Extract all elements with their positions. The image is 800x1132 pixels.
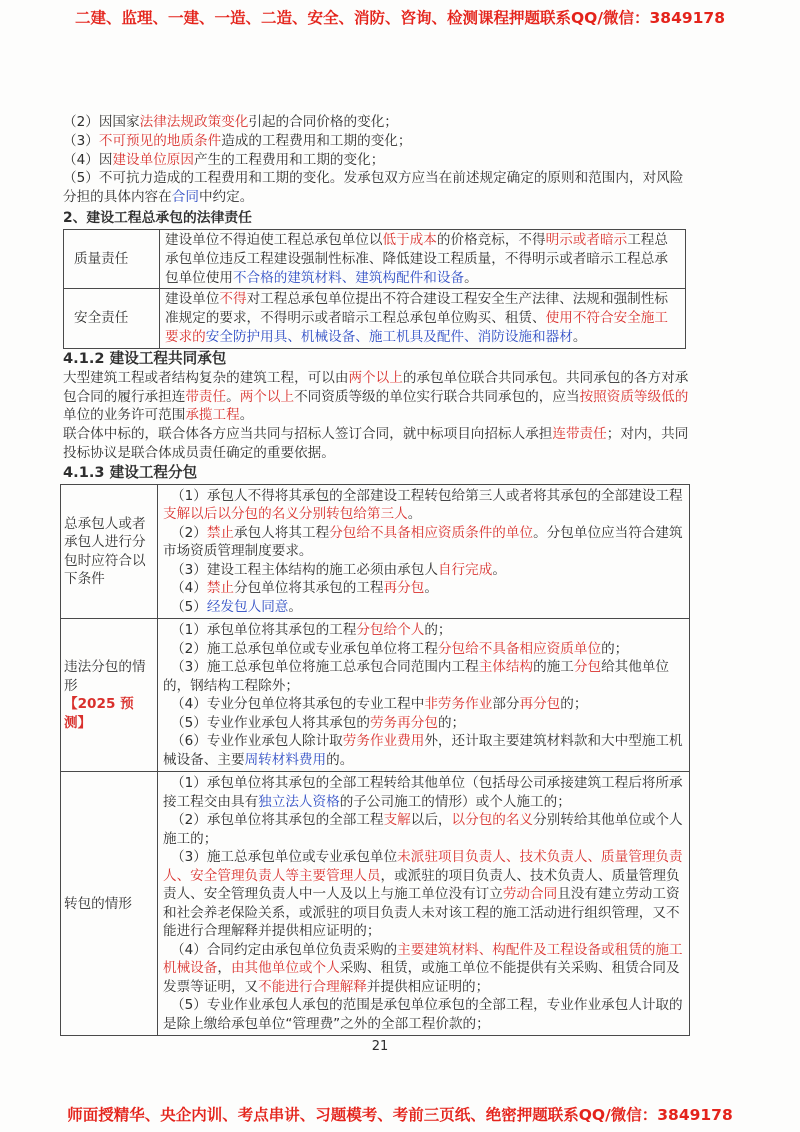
row-content bbox=[158, 772, 690, 1036]
intro-item bbox=[63, 132, 689, 151]
header-banner: 二建、监理、一建、一造、二造、安全、消防、咨询、检测课程押题联系QQ/微信：3849178 bbox=[74, 9, 725, 27]
list-item bbox=[163, 996, 685, 1033]
text-segment: 。 bbox=[226, 388, 240, 405]
text-segment: 的子公司施工的情形）或个人施工的； bbox=[339, 793, 571, 810]
list-item bbox=[163, 598, 685, 617]
row-content bbox=[158, 619, 690, 772]
text-segment: 分别转给其他单位或个人施工的； bbox=[163, 812, 683, 847]
list-item bbox=[163, 561, 685, 580]
text-segment: （5）专业作业承包人将其承包的 bbox=[171, 714, 370, 731]
text-segment: 对工程总承包单位提出不符合建设工程安全生产法律、法规和强制性标准规定的要求，不得明示或者暗示工程总承包单位购买、租赁、 bbox=[165, 291, 668, 327]
text-segment: 且没有建立劳动工资和社会养老保险关系，或派驻的项目负责人未对该工程的施工活动进行组织管理，又不能进行合理解释并提供相应证明的； bbox=[163, 886, 680, 940]
section-heading-joint-contracting: 4.1.2 建设工程共同承包 bbox=[63, 349, 227, 367]
highlight-red-text: 承揽工程 bbox=[185, 407, 240, 424]
text-segment: （3）施工总承包单位或专业承包单位 bbox=[171, 849, 398, 866]
text-segment: 工程总承包单位违反工程建设强制性标准、降低建设工程质量，不得明示或者暗示工程总承包单位使用 bbox=[165, 231, 668, 286]
highlight-red-text: 劳务再分包 bbox=[369, 714, 438, 731]
text-segment: 的价格竞标，不得 bbox=[436, 231, 546, 248]
highlight-blue-text: 合同 bbox=[171, 189, 199, 206]
highlight-red-text: 以分包的名义 bbox=[451, 812, 534, 829]
row-label bbox=[61, 772, 158, 1036]
footer-banner: 师面授精华、央企内训、考点串讲、习题模考、考前三页纸、绝密押题联系QQ/微信：3849178 bbox=[67, 1106, 733, 1124]
text-segment: 的； bbox=[560, 696, 588, 713]
text-segment: 中约定。 bbox=[198, 189, 254, 206]
highlight-blue-text: 不合格的建筑材料、建筑构配件和设备 bbox=[232, 269, 465, 286]
text-segment: 。 bbox=[464, 269, 478, 286]
list-item bbox=[163, 579, 685, 598]
page-content bbox=[63, 113, 689, 1036]
list-item bbox=[163, 695, 685, 714]
highlight-red-text: 分包 bbox=[573, 659, 602, 676]
section-title-liability: 2、建设工程总承包的法律责任 bbox=[63, 209, 252, 226]
highlight-red-text: 分包给个人 bbox=[356, 622, 425, 639]
highlight-red-text: 再分包 bbox=[519, 696, 561, 713]
highlight-red-text: 两个以上 bbox=[348, 369, 403, 386]
text-segment: （4）因 bbox=[63, 151, 113, 168]
highlight-red-text: 禁止 bbox=[206, 524, 235, 541]
text-segment: 造成的工程费用和工期的变化； bbox=[221, 132, 412, 149]
text-segment: 并提供相应证明的； bbox=[366, 978, 490, 995]
text-segment: 不同资质等级的单位实行联合共同承包的，应当 bbox=[294, 388, 580, 405]
table-row bbox=[61, 484, 690, 619]
text-segment: （4） bbox=[171, 580, 207, 597]
list-item bbox=[163, 621, 685, 640]
text-segment: （2） bbox=[171, 524, 207, 541]
highlight-red-text: 分包给不具备相应资质单位 bbox=[437, 640, 602, 657]
highlight-red-text: 由其他单位或个人 bbox=[230, 960, 340, 977]
list-item bbox=[163, 941, 685, 997]
highlight-red-text: 低于成本 bbox=[382, 231, 437, 248]
text-segment: （3）建设工程主体结构的施工必须由承包人 bbox=[171, 561, 438, 578]
table-row bbox=[64, 229, 686, 288]
text-segment: （2）因国家 bbox=[63, 114, 140, 130]
text-segment: 建设单位不得迫使工程总承包单位以 bbox=[165, 231, 383, 248]
highlight-red-text: 支解 bbox=[383, 812, 411, 829]
highlight-red-text: 使用不符合安全施工要求的 bbox=[165, 310, 668, 345]
row-label: 质量责任 bbox=[64, 229, 160, 288]
text-segment: 采购、租赁，或施工单位不能提供有关采购、租赁合同及发票等证明，又 bbox=[163, 960, 680, 995]
row-label bbox=[61, 619, 158, 772]
text-segment: （1）承包单位将其承包的全部工程转给其他单位（包括母公司承接建筑工程后将所承接工程交由具有 bbox=[163, 775, 683, 810]
list-item bbox=[163, 848, 685, 941]
highlight-red-text: 主体结构 bbox=[478, 659, 534, 676]
section-heading-subcontracting: 4.1.3 建设工程分包 bbox=[63, 463, 198, 481]
highlight-red-text: 建设单位原因 bbox=[112, 151, 194, 168]
text-segment: 以后， bbox=[410, 812, 452, 829]
text-segment: 分包单位将其承包的工程 bbox=[234, 580, 384, 597]
list-item bbox=[163, 487, 685, 524]
highlight-red-text: 带责任 bbox=[185, 388, 227, 405]
text-segment: 。 bbox=[407, 506, 422, 523]
intro-item bbox=[63, 113, 689, 132]
text-segment: ，或派驻的项目负责人、技术负责人、质量管理负责人、安全管理负责人中一人及以上与施工单位没有订立 bbox=[163, 867, 680, 903]
highlight-blue-text: 安全防护用具、机械设备、施工机具及配件、消防设施和器材 bbox=[205, 328, 573, 345]
intro-list bbox=[63, 113, 689, 207]
text-segment: ， bbox=[217, 960, 231, 977]
highlight-red-text: 支解以后以分包的名义分别转包给第三人 bbox=[163, 506, 408, 523]
highlight-blue-text: 独立法人资格 bbox=[258, 793, 340, 810]
text-segment: 的承包单位联合共同承包。共同承包的各方对承包合同的履行承担连 bbox=[63, 369, 689, 405]
table-row bbox=[61, 619, 690, 772]
row-label-text: 转包的情形 bbox=[64, 895, 132, 912]
text-segment: 。 bbox=[492, 561, 506, 578]
row-content bbox=[160, 229, 686, 288]
highlight-red-text: 分包给不具备相应资质条件的单位 bbox=[329, 524, 534, 541]
highlight-red-text: 不能进行合理解释 bbox=[258, 978, 367, 995]
text-segment: 外，还计取主要建筑材料款和大中型施工机械设备、主要 bbox=[163, 733, 683, 768]
row-content bbox=[160, 289, 686, 348]
list-item bbox=[163, 524, 685, 561]
list-item bbox=[163, 658, 685, 695]
table-row bbox=[61, 772, 690, 1036]
highlight-red-text: 未派驻项目负责人、技术负责人、质量管理负责人、安全管理负责人等主要管理人员 bbox=[163, 849, 683, 884]
text-segment: 的施工 bbox=[533, 659, 574, 676]
text-segment: 给其他单位的，钢结构工程除外； bbox=[163, 659, 670, 694]
page-number: 21 bbox=[371, 1039, 389, 1054]
row-label: 安全责任 bbox=[64, 289, 160, 348]
highlight-red-text: 非劳务作业 bbox=[424, 696, 493, 713]
row-label-text: 总承包人或者承包人进行分包时应符合以下条件 bbox=[64, 515, 146, 587]
row-label-text: 违法分包的情形 bbox=[64, 659, 146, 694]
row-label bbox=[61, 484, 158, 619]
list-item bbox=[163, 774, 685, 811]
text-segment: （4）专业分包单位将其承包的专业工程中 bbox=[171, 696, 425, 713]
highlight-red-text: 再分包 bbox=[383, 580, 425, 597]
text-segment: （1）承包单位将其承包的工程 bbox=[171, 622, 357, 639]
text-segment: 的； bbox=[437, 714, 466, 731]
text-segment: 建设单位 bbox=[165, 291, 220, 308]
text-segment: 。 bbox=[239, 407, 254, 424]
intro-item bbox=[63, 151, 689, 170]
table-row bbox=[64, 289, 686, 348]
prediction-tag: 【2025 预测】 bbox=[64, 696, 134, 731]
highlight-blue-text: 周转材料费用 bbox=[244, 751, 327, 768]
highlight-red-text: 法律法规政策变化 bbox=[139, 114, 249, 130]
text-segment: 联合体中标的，联合体各方应当共同与招标人签订合同，就中标项目向招标人承担 bbox=[63, 426, 553, 443]
text-segment: （2）施工总承包单位或专业承包单位将工程 bbox=[171, 640, 438, 657]
text-segment: （5） bbox=[171, 598, 207, 615]
text-segment: 引起的合同价格的变化； bbox=[248, 114, 398, 130]
highlight-red-text: 自行完成 bbox=[437, 561, 493, 578]
paragraph bbox=[63, 425, 689, 463]
liability-table bbox=[63, 229, 686, 349]
highlight-red-text: 劳务作业费用 bbox=[342, 733, 425, 750]
text-segment: 的； bbox=[601, 640, 629, 657]
highlight-red-text: 不可预见的地质条件 bbox=[98, 132, 222, 149]
text-segment: （5）专业作业承包人承包的范围是承包单位承包的全部工程，专业作业承包人计取的是除上缴给承包单位“管理费”之外的全部工程价款的； bbox=[163, 997, 683, 1032]
text-segment: （2）承包单位将其承包的全部工程 bbox=[171, 812, 384, 829]
row-content bbox=[158, 484, 690, 619]
text-segment: 单位的业务许可范围 bbox=[63, 407, 186, 424]
text-segment: （3） bbox=[63, 132, 99, 149]
highlight-red-text: 两个以上 bbox=[239, 388, 295, 405]
list-item bbox=[163, 640, 685, 659]
list-item bbox=[163, 732, 685, 769]
paragraph bbox=[63, 369, 689, 425]
text-segment: 承包人将其工程 bbox=[234, 524, 330, 541]
text-segment: 大型建筑工程或者结构复杂的建筑工程，可以由 bbox=[63, 369, 349, 386]
text-segment: 的； bbox=[424, 622, 452, 639]
highlight-red-text: 禁止 bbox=[206, 580, 235, 597]
text-segment: 产生的工程费用和工期的变化； bbox=[194, 151, 385, 168]
text-segment: ；对内，共同投标协议是联合体成员责任确定的重要依据。 bbox=[63, 426, 689, 461]
list-item bbox=[163, 714, 685, 733]
subcontracting-table bbox=[60, 484, 690, 1037]
text-segment: 。 bbox=[572, 328, 587, 345]
text-segment: 的。 bbox=[326, 751, 354, 768]
text-segment: （1）承包人不得将其承包的全部建设工程转包给第三人或者将其承包的全部建设工程 bbox=[171, 487, 683, 504]
highlight-red-text: 不得 bbox=[219, 291, 247, 308]
text-segment: 。分包单位应当符合建筑市场资质管理制度要求。 bbox=[163, 524, 683, 560]
highlight-red-text: 按照资质等级低的 bbox=[579, 388, 689, 405]
text-segment: 。 bbox=[288, 598, 302, 615]
text-segment: （3）施工总承包单位将施工总承包合同范围内工程 bbox=[171, 659, 479, 676]
highlight-blue-text: 经发包人同意 bbox=[206, 598, 289, 615]
intro-item bbox=[63, 169, 689, 207]
text-segment: 。 bbox=[424, 580, 438, 597]
highlight-red-text: 连带责任 bbox=[552, 426, 607, 443]
text-segment: （5）不可抗力造成的工程费用和工期的变化。发承包双方应当在前述规定确定的原则和范围内，对风险分担的具体内容在 bbox=[63, 170, 684, 206]
text-segment: 部分 bbox=[492, 696, 520, 713]
highlight-red-text: 明示或者暗示 bbox=[545, 231, 628, 248]
highlight-red-text: 主要建筑材料、构配件及工程设备或租赁的施工机械设备 bbox=[163, 941, 683, 977]
highlight-red-text: 劳动合同 bbox=[502, 886, 558, 903]
list-item bbox=[163, 811, 685, 848]
text-segment: （6）专业作业承包人除计取 bbox=[171, 733, 343, 750]
text-segment: （4）合同约定由承包单位负责采购的 bbox=[171, 941, 398, 958]
